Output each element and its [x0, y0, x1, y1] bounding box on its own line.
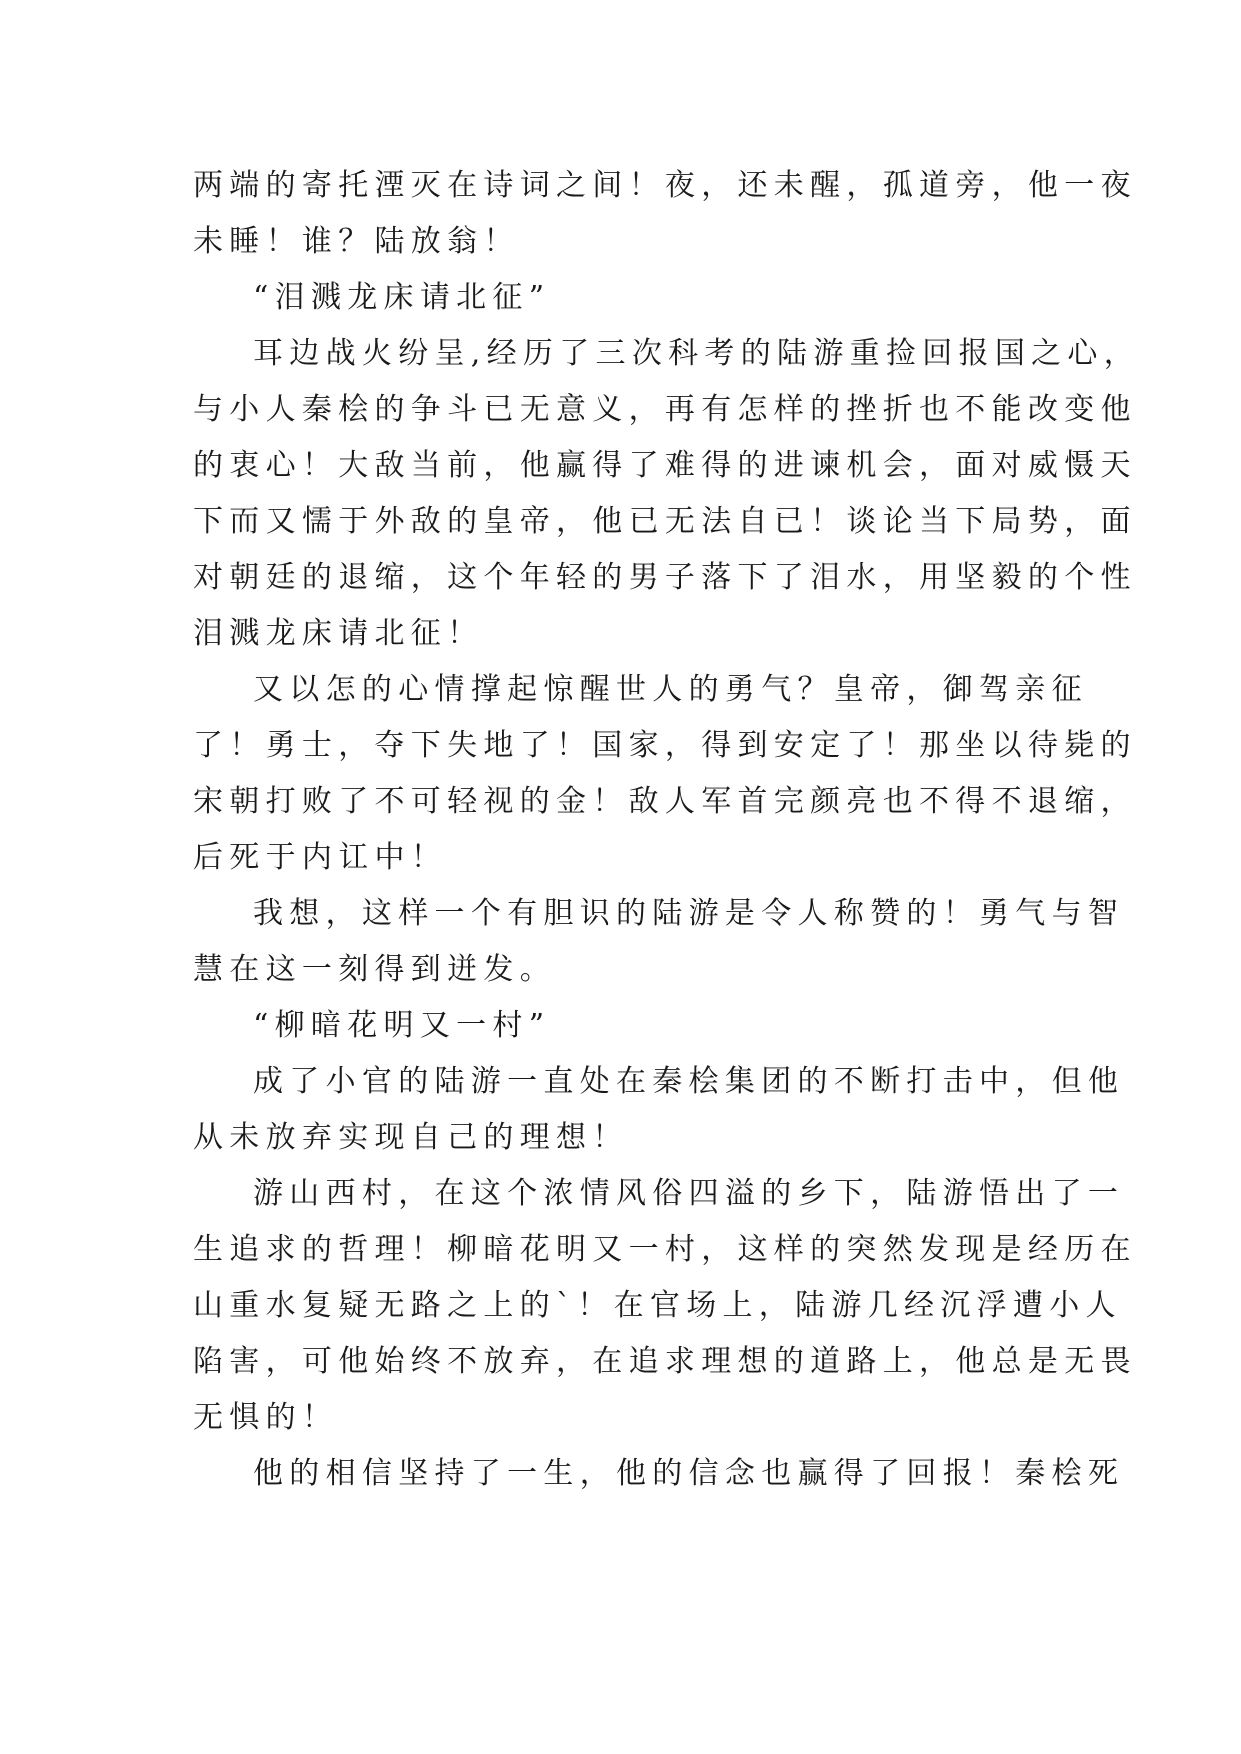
text-line: 成了小官的陆游一直处在秦桧集团的不断打击中，但他: [253, 1064, 1125, 1099]
text-line: 又以怎的心情撑起惊醒世人的勇气？皇帝，御驾亲征: [253, 672, 1088, 707]
text-line: 两端的寄托湮灭在诗词之间！夜，还未醒，孤道旁，他一夜: [193, 168, 1137, 203]
text-line: 生追求的哲理！柳暗花明又一村，这样的突然发现是经历在: [193, 1232, 1137, 1267]
text-line: 对朝廷的退缩，这个年轻的男子落下了泪水，用坚毅的个性: [193, 560, 1137, 595]
text-line: 泪溅龙床请北征！: [193, 616, 484, 651]
section-heading: “泪溅龙床请北征”: [253, 280, 551, 315]
text-line: 陷害，可他始终不放弃，在追求理想的道路上，他总是无畏: [193, 1344, 1137, 1379]
text-line: 慧在这一刻得到迸发。: [193, 952, 556, 987]
text-line: 他的相信坚持了一生，他的信念也赢得了回报！秦桧死: [253, 1456, 1125, 1491]
text-line: 山重水复疑无路之上的`！在官场上，陆游几经沉浮遭小人: [193, 1288, 1122, 1323]
text-line: 未睡！谁？陆放翁！: [193, 224, 520, 259]
text-line: 的衷心！大敌当前，他赢得了难得的进谏机会，面对威慑天: [193, 448, 1137, 483]
text-line: 从未放弃实现自己的理想！: [193, 1120, 629, 1155]
text-line: 了！勇士，夺下失地了！国家，得到安定了！那坐以待毙的: [193, 728, 1137, 763]
text-line: 下而又懦于外敌的皇帝，他已无法自已！谈论当下局势，面: [193, 504, 1137, 539]
text-line: 我想，这样一个有胆识的陆游是令人称赞的！勇气与智: [253, 896, 1125, 931]
text-line: 无惧的！: [193, 1400, 339, 1435]
text-line: 游山西村，在这个浓情风俗四溢的乡下，陆游悟出了一: [253, 1176, 1125, 1211]
text-line: 耳边战火纷呈,经历了三次科考的陆游重捡回报国之心，: [253, 336, 1141, 371]
text-line: 与小人秦桧的争斗已无意义，再有怎样的挫折也不能改变他: [193, 392, 1137, 427]
section-heading: “柳暗花明又一村”: [253, 1008, 551, 1043]
text-line: 宋朝打败了不可轻视的金！敌人军首完颜亮也不得不退缩，: [193, 784, 1137, 819]
text-line: 后死于内讧中！: [193, 840, 448, 875]
